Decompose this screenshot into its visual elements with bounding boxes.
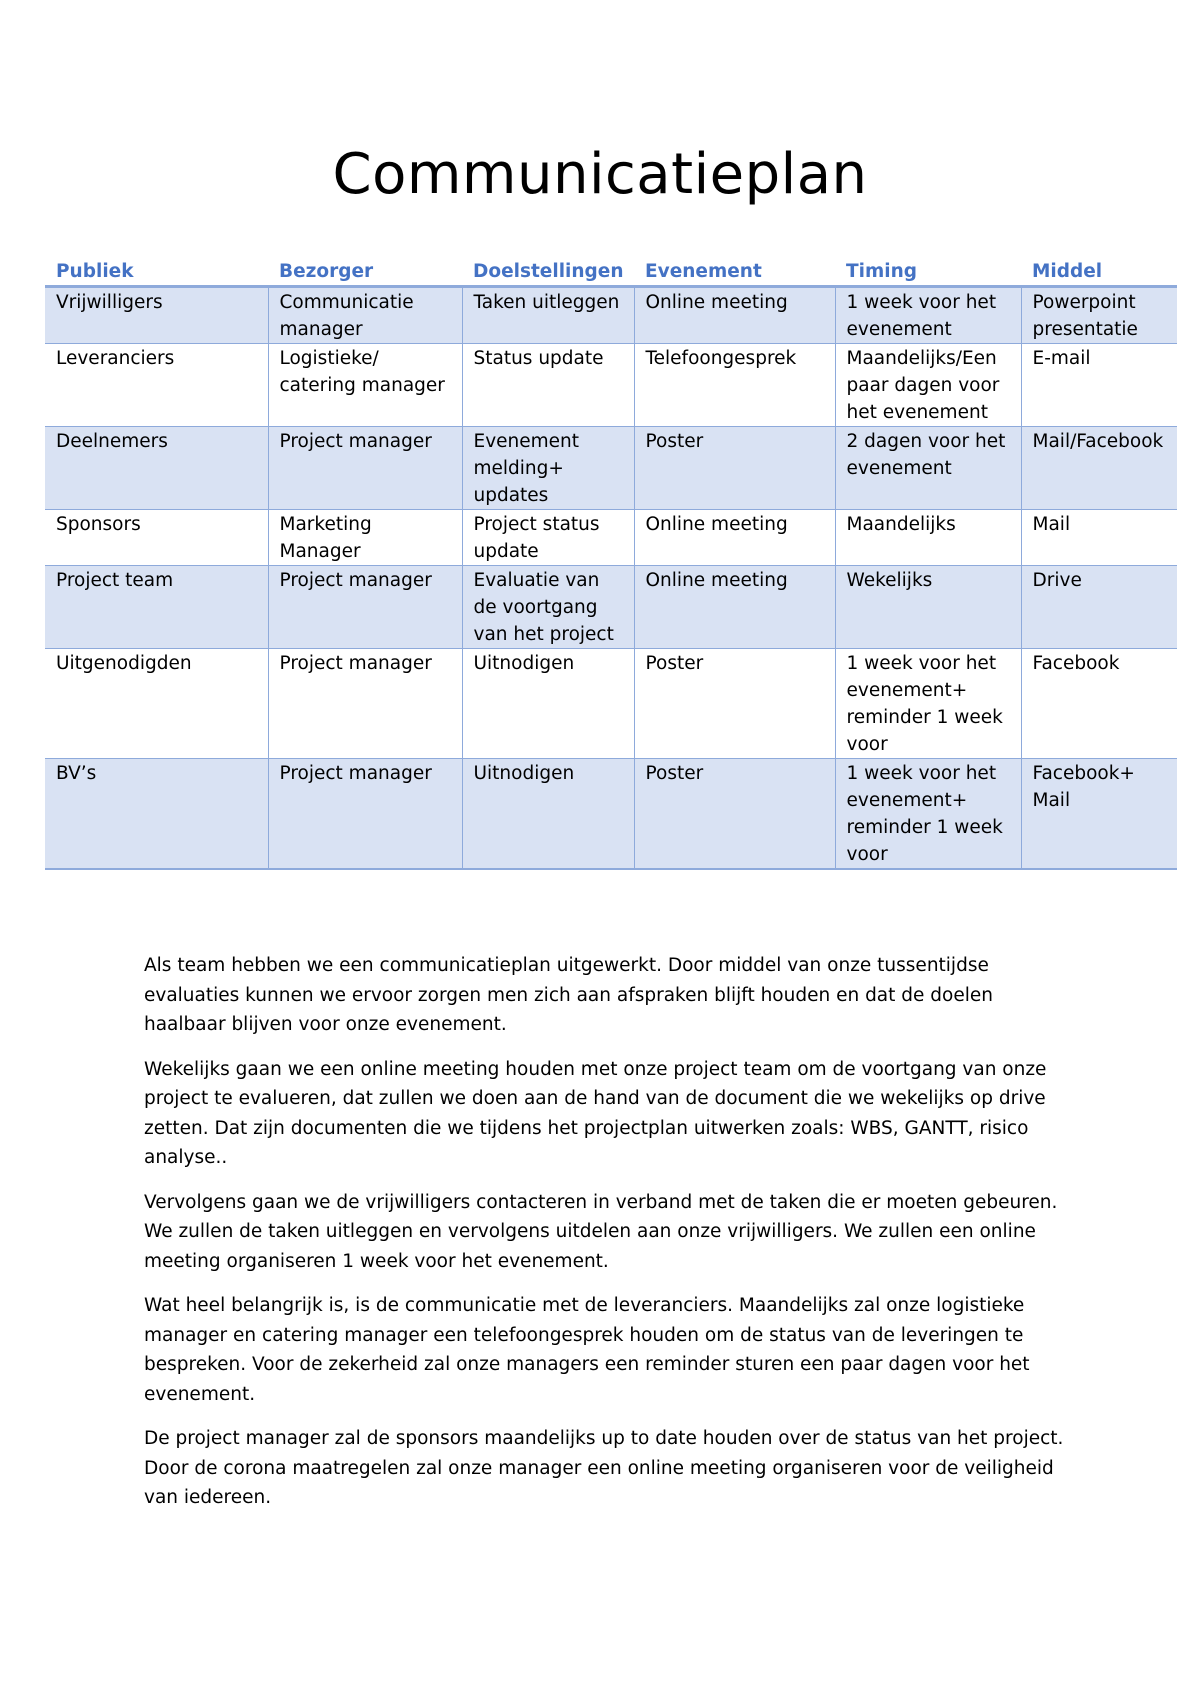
table-cell: Status update	[462, 344, 634, 427]
table-cell: Uitgenodigden	[45, 649, 268, 759]
table-cell: Uitnodigen	[462, 759, 634, 870]
table-cell: Maandelijks/Een paar dagen voor het evenement	[835, 344, 1021, 427]
table-row	[45, 566, 1177, 649]
table-cell: Communicatie manager	[268, 287, 462, 344]
table-cell: Poster	[634, 649, 835, 759]
header-bezorger: Bezorger	[268, 258, 462, 287]
table-cell: Facebook+ Mail	[1021, 759, 1177, 870]
table-cell: Uitnodigen	[462, 649, 634, 759]
header-evenement: Evenement	[634, 258, 835, 287]
body-text	[144, 951, 1074, 1528]
table-cell: Maandelijks	[835, 510, 1021, 566]
table-cell: 2 dagen voor het evenement	[835, 427, 1021, 510]
table-cell: Project team	[45, 566, 268, 649]
table-row	[45, 344, 1177, 427]
table-cell: Project manager	[268, 649, 462, 759]
header-timing: Timing	[835, 258, 1021, 287]
table-cell: Vrijwilligers	[45, 287, 268, 344]
table-cell: Deelnemers	[45, 427, 268, 510]
table-cell: Mail/Facebook	[1021, 427, 1177, 510]
table-row	[45, 759, 1177, 870]
table-cell: Powerpoint presentatie	[1021, 287, 1177, 344]
table-cell: Poster	[634, 427, 835, 510]
table-cell: Evenement melding+ updates	[462, 427, 634, 510]
table-cell: Telefoongesprek	[634, 344, 835, 427]
table-cell: Online meeting	[634, 510, 835, 566]
table-cell: Poster	[634, 759, 835, 870]
table-cell: Online meeting	[634, 287, 835, 344]
table-cell: Online meeting	[634, 566, 835, 649]
table-cell: Project manager	[268, 759, 462, 870]
table-cell: 1 week voor het evenement	[835, 287, 1021, 344]
table-cell: Project status update	[462, 510, 634, 566]
table-cell: 1 week voor het evenement+ reminder 1 week voor	[835, 759, 1021, 870]
paragraph: Wekelijks gaan we een online meeting houden met onze project team om de voortgang van onze project te evalueren, dat zullen we doen aan de hand van de document die we wekelijks op drive zetten. Dat zijn documenten die we tijdens het projectplan uitwerken zoals: WBS, GANTT, risico analyse..	[144, 1058, 1047, 1168]
table-cell: 1 week voor het evenement+ reminder 1 week voor	[835, 649, 1021, 759]
table-header-row	[45, 258, 1177, 287]
page-title: Communicatieplan	[332, 142, 868, 207]
table-cell: BV’s	[45, 759, 268, 870]
table-cell: Sponsors	[45, 510, 268, 566]
paragraph: Wat heel belangrijk is, is de communicatie met de leveranciers. Maandelijks zal onze logistieke manager en catering manager een telefoongesprek houden om de status van de leveringen te bespreken. Voor de zekerheid zal onze managers een reminder sturen een paar dagen voor het evenement.	[144, 1295, 1030, 1405]
header-doelstellingen: Doelstellingen	[462, 258, 634, 287]
communication-plan-table	[45, 258, 1177, 870]
table-cell: Logistieke/ catering manager	[268, 344, 462, 427]
paragraph: Als team hebben we een communicatieplan uitgewerkt. Door middel van onze tussentijdse evaluaties kunnen we ervoor zorgen men zich aan afspraken blijft houden en dat de doelen haalbaar blijven voor onze evenement.	[144, 955, 993, 1035]
table-cell: Leveranciers	[45, 344, 268, 427]
table-row	[45, 649, 1177, 759]
table-cell: Wekelijks	[835, 566, 1021, 649]
header-middel: Middel	[1021, 258, 1177, 287]
table-cell: Taken uitleggen	[462, 287, 634, 344]
table-cell: Evaluatie van de voortgang van het project	[462, 566, 634, 649]
table-cell: Drive	[1021, 566, 1177, 649]
table-cell: Mail	[1021, 510, 1177, 566]
table-row	[45, 287, 1177, 344]
table-cell: E-mail	[1021, 344, 1177, 427]
paragraph: De project manager zal de sponsors maandelijks up to date houden over de status van het project. Door de corona maatregelen zal onze manager een online meeting organiseren voor de veiligheid van iedereen.	[144, 1428, 1064, 1508]
table-cell: Project manager	[268, 566, 462, 649]
table-cell: Facebook	[1021, 649, 1177, 759]
table-cell: Project manager	[268, 427, 462, 510]
table-row	[45, 427, 1177, 510]
table-cell: Marketing Manager	[268, 510, 462, 566]
paragraph: Vervolgens gaan we de vrijwilligers contacteren in verband met de taken die er moeten gebeuren. We zullen de taken uitleggen en vervolgens uitdelen aan onze vrijwilligers. We zullen een online meeting organiseren 1 week voor het evenement.	[144, 1191, 1058, 1272]
table-row	[45, 510, 1177, 566]
header-publiek: Publiek	[45, 258, 268, 287]
